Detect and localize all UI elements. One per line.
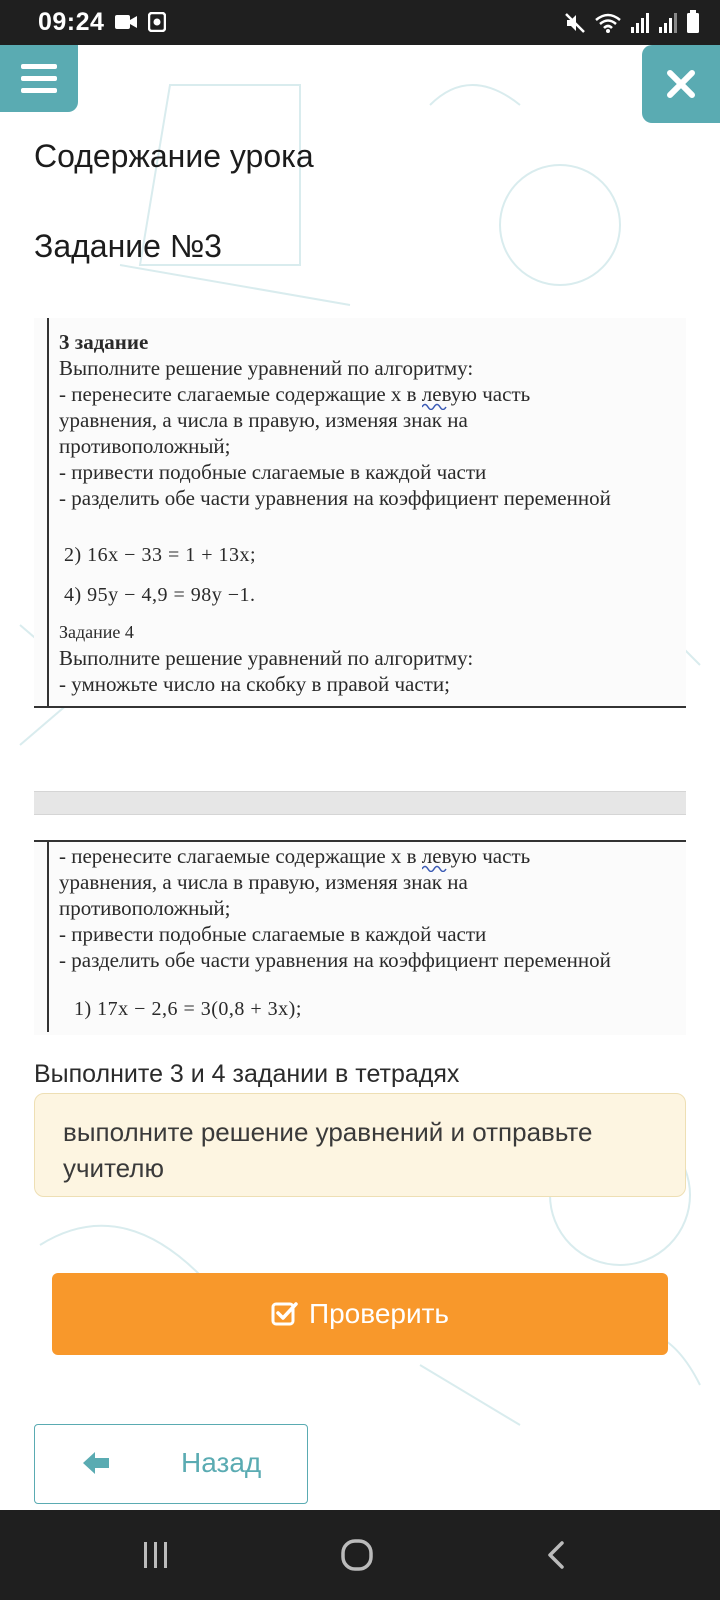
scan-line: Задание 4 bbox=[59, 622, 134, 642]
teacher-note bbox=[34, 1093, 686, 1197]
video-icon bbox=[114, 12, 138, 32]
scan-line: 3 задание bbox=[59, 330, 149, 354]
back-icon[interactable] bbox=[546, 1540, 566, 1570]
signal-icon bbox=[630, 12, 650, 34]
status-time: 09:24 bbox=[38, 8, 105, 36]
screen-record-icon bbox=[148, 12, 166, 32]
scan-line: уравнения, а числа в правую, изменяя знак на bbox=[59, 408, 468, 432]
scan-line: уравнения, а числа в правую, изменяя знак на bbox=[59, 870, 468, 894]
scan-line: - разделить обе части уравнения на коэффициент переменной bbox=[59, 948, 611, 972]
scan-line: - перенесите слагаемые содержащие x в левую часть bbox=[59, 844, 531, 868]
battery-icon bbox=[686, 10, 700, 34]
scan-line: Выполните решение уравнений по алгоритму: bbox=[59, 356, 474, 380]
scan-line: - перенесите слагаемые содержащие x в левую часть bbox=[59, 382, 531, 406]
close-button[interactable] bbox=[642, 45, 720, 123]
task-image-top bbox=[34, 318, 686, 708]
menu-button[interactable] bbox=[0, 45, 78, 112]
equation: 2) 16x − 33 = 1 + 13x; bbox=[64, 544, 257, 566]
recents-icon[interactable] bbox=[142, 1540, 170, 1570]
scan-line: противоположный; bbox=[59, 896, 231, 920]
scan-line: - привести подобные слагаемые в каждой части bbox=[59, 922, 487, 946]
equation: 4) 95y − 4,9 = 98y −1. bbox=[64, 584, 256, 606]
mute-icon bbox=[564, 12, 586, 34]
system-nav-bar bbox=[0, 1510, 720, 1600]
equation: 1) 17x − 2,6 = 3(0,8 + 3x); bbox=[74, 998, 302, 1020]
divider-strip bbox=[34, 791, 686, 815]
instruction-text: Выполните 3 и 4 задании в тетрадях bbox=[34, 1060, 460, 1088]
scan-line: Выполните решение уравнений по алгоритму: bbox=[59, 646, 474, 670]
check-button[interactable] bbox=[52, 1273, 668, 1355]
task-image-bottom bbox=[34, 840, 686, 1035]
status-bar bbox=[0, 0, 720, 45]
checkbox-icon bbox=[271, 1300, 299, 1328]
check-button-label: Проверить bbox=[308, 1298, 450, 1329]
scan-line: - разделить обе части уравнения на коэффициент переменной bbox=[59, 486, 611, 510]
wifi-icon bbox=[594, 12, 622, 34]
arrow-left-icon bbox=[81, 1449, 111, 1477]
hamburger-icon bbox=[21, 64, 57, 69]
scan-line: - умножьте число на скобку в правой части; bbox=[59, 672, 450, 696]
back-button[interactable] bbox=[34, 1424, 308, 1504]
signal-icon bbox=[658, 12, 678, 34]
scan-line: - привести подобные слагаемые в каждой части bbox=[59, 460, 487, 484]
teacher-note-text: выполните решение уравнений и отправьте учителю bbox=[63, 1117, 593, 1183]
scan-line: противоположный; bbox=[59, 434, 231, 458]
home-icon[interactable] bbox=[340, 1538, 374, 1572]
back-button-label: Назад bbox=[181, 1447, 262, 1478]
task-title: Задание №3 bbox=[34, 228, 222, 264]
close-icon bbox=[666, 69, 696, 99]
lesson-title: Содержание урока bbox=[34, 138, 314, 174]
